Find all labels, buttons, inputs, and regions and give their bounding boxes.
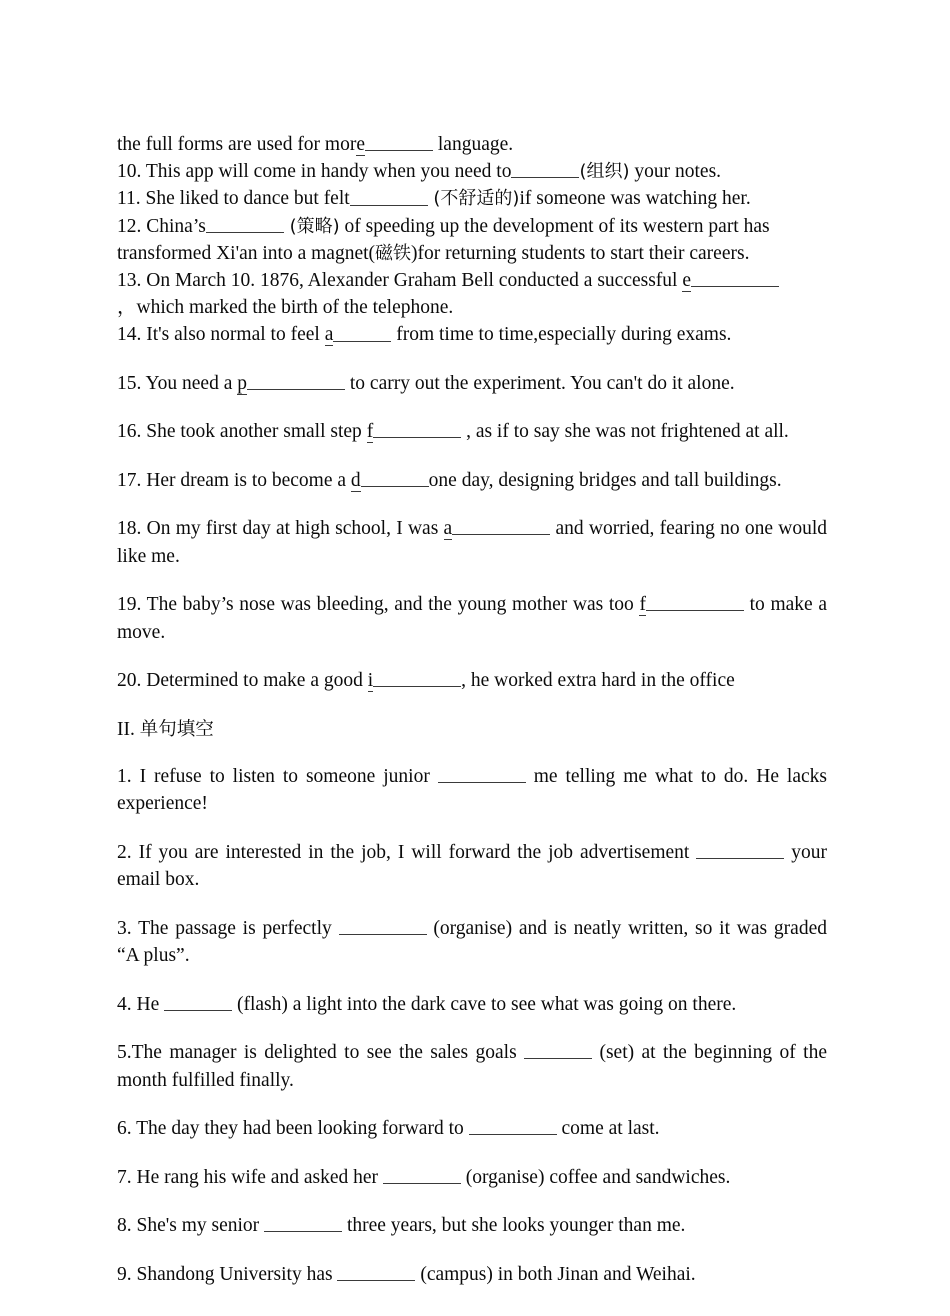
fill-blank[interactable] (383, 1165, 461, 1184)
fill-blank[interactable] (469, 1116, 557, 1135)
fill-blank[interactable] (247, 371, 345, 390)
exercise-item-15 (117, 370, 827, 398)
item-text: 12. China’s (117, 215, 206, 237)
item-text: 15. You need a (117, 372, 238, 394)
item-text: 3. The passage is perfectly (117, 917, 339, 939)
item-text-tail: one day, designing bridges and tall buildings. (428, 469, 782, 491)
fill-blank[interactable] (646, 592, 744, 611)
exercise-item-18 (117, 515, 827, 570)
item-text: 17. Her dream is to become a (117, 469, 351, 491)
fill-blank[interactable] (373, 668, 461, 687)
blank-prefix-letter: a (324, 324, 334, 346)
blank-prefix-letter: a (443, 518, 453, 540)
item-text-tail: language. (433, 134, 514, 155)
section-one-loose-block (117, 370, 827, 695)
worksheet-page (117, 131, 827, 1288)
item-text-tail: (campus) in both Jinan and Weihai. (415, 1263, 696, 1285)
s2-exercise-item-6 (117, 1115, 827, 1143)
item-text: 9. Shandong University has (117, 1263, 338, 1285)
item-text-tail: , he worked extra hard in the office (461, 670, 735, 692)
item-text-tail: (organise) and is neatly written, so it was graded “A plus”. (117, 917, 827, 967)
item-text: 8. She's my senior (117, 1215, 265, 1237)
fill-blank[interactable] (373, 419, 461, 438)
item-text: 10. This app will come in handy when you need to (117, 161, 512, 183)
item-text-tail: if someone was watching her. (519, 188, 751, 210)
item-text-tail: (set) at the beginning of the month fulfilled finally. (117, 1042, 827, 1091)
fill-blank[interactable] (339, 916, 427, 935)
item-text-tail: (organise) coffee and sandwiches. (460, 1166, 731, 1188)
fill-blank[interactable] (452, 516, 550, 535)
chinese-gloss-magnet: 磁铁 (375, 242, 412, 264)
item-text: 19. The baby’s nose was bleeding, and the young mother was too (117, 594, 640, 616)
item-text-tail: your notes. (629, 161, 722, 183)
exercise-item-13 (117, 267, 827, 321)
item-text: 7. He rang his wife and asked her (117, 1166, 383, 1188)
item-text-tail: (flash) a light into the dark cave to see what was going on there. (232, 993, 737, 1015)
section-two-items (117, 763, 827, 1289)
exercise-item-17 (117, 467, 827, 495)
item-text: 2. If you are interested in the job, I will forward the job advertisement (117, 841, 697, 863)
exercise-item-20 (117, 667, 827, 695)
item-text: 5.The manager is delighted to see the sales goals (117, 1042, 525, 1064)
item-text-tail: , as if to say she was not frightened at all. (461, 421, 789, 443)
item-text-tail: come at last. (556, 1118, 660, 1140)
blank-prefix-letter: e (356, 134, 365, 155)
item-text-tail: to make a move. (117, 594, 827, 643)
blank-prefix-letter: i (367, 670, 374, 692)
item-text: 13. On March 10. 1876, Alexander Graham Bell conducted a successful (117, 270, 683, 292)
item-text-tail: of speeding up the development of its western part has transformed Xi'an into a magnet( (117, 215, 770, 264)
s2-exercise-item-4 (117, 991, 827, 1019)
item-text: 14. It's also normal to feel (117, 324, 325, 346)
s2-exercise-item-8 (117, 1212, 827, 1240)
chinese-gloss: (策略) (283, 215, 340, 237)
exercise-item-16 (117, 418, 827, 446)
item-text: 1. I refuse to listen to someone junior (117, 765, 438, 787)
fill-blank[interactable] (264, 1213, 342, 1232)
exercise-item-12 (117, 213, 827, 267)
exercise-item-10 (117, 158, 827, 185)
exercise-item-9-continuation (117, 131, 827, 158)
item-text: 20. Determined to make a good (117, 670, 368, 692)
fill-blank[interactable] (365, 132, 433, 151)
blank-prefix-letter: p (237, 372, 247, 394)
item-text-tail: three years, but she looks younger than me. (342, 1215, 686, 1237)
item-text-tail: your email box. (117, 841, 827, 891)
exercise-item-19 (117, 591, 827, 646)
fill-blank[interactable] (164, 992, 232, 1011)
fill-blank[interactable] (206, 214, 284, 233)
fill-blank[interactable] (361, 468, 429, 487)
item-text: 4. He (117, 993, 165, 1015)
item-text: 16. She took another small step (117, 421, 367, 443)
exercise-item-14 (117, 321, 827, 348)
item-text-tail: me telling me what to do. He lacks experience! (117, 765, 827, 815)
s2-exercise-item-9 (117, 1261, 827, 1289)
fill-blank[interactable] (511, 159, 579, 178)
fill-blank[interactable] (333, 323, 391, 342)
item-text-tail: and worried, fearing no one would like me. (117, 518, 827, 567)
fill-blank[interactable] (696, 840, 784, 859)
item-text: the full forms are used for mor (117, 134, 357, 155)
section-number: II. (117, 718, 135, 740)
s2-exercise-item-7 (117, 1164, 827, 1192)
fill-blank[interactable] (350, 187, 428, 206)
item-text-line2: ，which marked the birth of the telephone. (117, 297, 454, 319)
s2-exercise-item-2 (117, 839, 827, 894)
chinese-gloss: (组织) (579, 161, 630, 183)
blank-prefix-letter: d (350, 469, 361, 491)
section-two-heading (117, 716, 827, 743)
section-title-cjk: 单句填空 (139, 718, 214, 740)
fill-blank[interactable] (524, 1040, 592, 1059)
section-one-tight-block (117, 131, 827, 349)
s2-exercise-item-1 (117, 763, 827, 818)
fill-blank[interactable] (337, 1262, 415, 1281)
exercise-item-11 (117, 185, 827, 212)
item-text-tail2: )for returning students to start their careers. (411, 242, 750, 264)
s2-exercise-item-5 (117, 1039, 827, 1094)
fill-blank[interactable] (438, 764, 526, 783)
item-text-tail: from time to time,especially during exams. (391, 324, 732, 346)
blank-prefix-letter: e (682, 270, 691, 292)
fill-blank[interactable] (691, 268, 779, 287)
item-text: 6. The day they had been looking forward to (117, 1118, 469, 1140)
item-text: 11. She liked to dance but felt (117, 188, 350, 210)
blank-prefix-letter: f (639, 594, 646, 616)
item-text-tail: to carry out the experiment. You can't do it alone. (345, 372, 735, 394)
chinese-gloss: (不舒适的) (427, 188, 520, 210)
item-text: 18. On my first day at high school, I was (117, 518, 444, 540)
blank-prefix-letter: f (366, 421, 374, 443)
s2-exercise-item-3 (117, 915, 827, 970)
